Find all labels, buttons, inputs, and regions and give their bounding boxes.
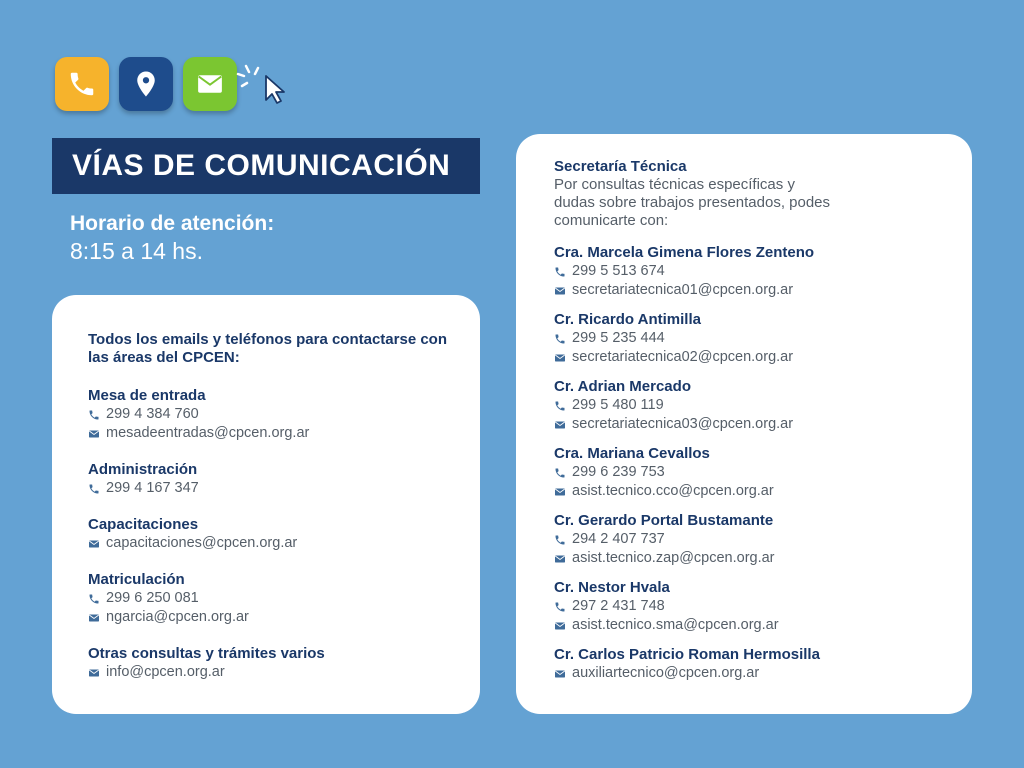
contact-email xyxy=(554,549,952,568)
phone-icon xyxy=(88,409,100,421)
email-icon xyxy=(88,428,100,440)
phone-icon xyxy=(554,534,566,546)
email-icon xyxy=(554,352,566,364)
contact-email xyxy=(554,348,952,367)
email-icon xyxy=(554,419,566,431)
area-name: Matriculación xyxy=(88,571,185,588)
area-email xyxy=(88,534,460,553)
phone-number: 297 2 431 748 xyxy=(572,598,665,614)
contact-email xyxy=(554,664,952,683)
email-address: secretariatecnica03@cpcen.org.ar xyxy=(572,416,794,432)
phone-icon xyxy=(88,593,100,605)
contact-item xyxy=(554,646,952,683)
email-address: asist.tecnico.sma@cpcen.org.ar xyxy=(572,617,779,633)
secretaria-description: Por consultas técnicas específicas y dudas sobre trabajos presentados, podes comunicarte con: xyxy=(554,176,831,229)
area-name: Administración xyxy=(88,461,198,478)
contact-item xyxy=(554,445,952,501)
area-phone xyxy=(88,405,460,424)
hours-label: Horario de atención: xyxy=(70,212,275,235)
contact-name: Cr. Gerardo Portal Bustamante xyxy=(554,512,774,529)
contact-phone xyxy=(554,463,952,482)
phone-icon xyxy=(88,483,100,495)
contact-email xyxy=(554,616,952,635)
phone-number: 294 2 407 737 xyxy=(572,531,665,547)
email-address: ngarcia@cpcen.org.ar xyxy=(106,609,249,625)
area-matriculacion xyxy=(88,571,460,627)
contact-phone xyxy=(554,262,952,281)
phone-number: 299 4 384 760 xyxy=(106,406,199,422)
area-phone xyxy=(88,589,460,608)
contact-item xyxy=(554,512,952,568)
email-address: mesadeentradas@cpcen.org.ar xyxy=(106,425,310,441)
area-email xyxy=(88,424,460,443)
email-icon xyxy=(554,668,566,680)
phone-number: 299 6 250 081 xyxy=(106,590,199,606)
secretaria-tecnica-card xyxy=(516,134,972,714)
contact-email xyxy=(554,482,952,501)
contact-name: Cr. Nestor Hvala xyxy=(554,579,670,596)
cursor-click-icon xyxy=(232,62,292,106)
contact-name: Cra. Mariana Cevallos xyxy=(554,445,710,462)
phone-number: 299 6 239 753 xyxy=(572,464,665,480)
email-icon xyxy=(88,612,100,624)
areas-intro: Todos los emails y teléfonos para contactarse con las áreas del CPCEN: xyxy=(88,331,447,366)
phone-number: 299 5 235 444 xyxy=(572,330,665,346)
secretaria-title: Secretaría Técnica xyxy=(554,158,687,175)
area-administracion xyxy=(88,461,460,498)
contact-email xyxy=(554,281,952,300)
email-address: secretariatecnica01@cpcen.org.ar xyxy=(572,282,794,298)
phone-icon xyxy=(554,467,566,479)
contact-name: Cr. Ricardo Antimilla xyxy=(554,311,701,328)
email-icon xyxy=(554,486,566,498)
email-icon xyxy=(554,553,566,565)
area-phone xyxy=(88,479,460,498)
phone-icon xyxy=(554,400,566,412)
phone-icon xyxy=(554,266,566,278)
email-icon xyxy=(88,538,100,550)
phone-icon xyxy=(554,601,566,613)
contact-phone xyxy=(554,597,952,616)
contact-item xyxy=(554,579,952,635)
contact-icons-row xyxy=(55,57,237,111)
email-icon xyxy=(554,620,566,632)
area-otras-consultas xyxy=(88,645,460,682)
contact-name: Cr. Adrian Mercado xyxy=(554,378,691,395)
area-email xyxy=(88,608,460,627)
phone-icon xyxy=(554,333,566,345)
contact-name: Cr. Carlos Patricio Roman Hermosilla xyxy=(554,646,820,663)
contact-email xyxy=(554,415,952,434)
email-address: auxiliartecnico@cpcen.org.ar xyxy=(572,665,760,681)
email-address: asist.tecnico.cco@cpcen.org.ar xyxy=(572,483,774,499)
email-icon xyxy=(88,667,100,679)
email-address: secretariatecnica02@cpcen.org.ar xyxy=(572,349,794,365)
email-icon xyxy=(554,285,566,297)
hours-value: 8:15 a 14 hs. xyxy=(70,238,203,264)
phone-number: 299 5 480 119 xyxy=(572,397,664,413)
area-name: Capacitaciones xyxy=(88,516,199,533)
area-email xyxy=(88,663,460,682)
email-icon xyxy=(183,57,237,111)
contact-item xyxy=(554,378,952,434)
area-name: Otras consultas y trámites varios xyxy=(88,645,325,662)
contact-item xyxy=(554,311,952,367)
contact-phone xyxy=(554,396,952,415)
email-address: info@cpcen.org.ar xyxy=(106,664,225,680)
contact-phone xyxy=(554,530,952,549)
area-capacitaciones xyxy=(88,516,460,553)
contact-item xyxy=(554,244,952,300)
contact-phone xyxy=(554,329,952,348)
areas-contacts-card xyxy=(52,295,480,714)
location-pin-icon xyxy=(119,57,173,111)
phone-number: 299 4 167 347 xyxy=(106,480,199,496)
phone-icon xyxy=(55,57,109,111)
area-mesa-de-entrada xyxy=(88,387,460,443)
contact-name: Cra. Marcela Gimena Flores Zenteno xyxy=(554,244,815,261)
area-name: Mesa de entrada xyxy=(88,387,206,404)
phone-number: 299 5 513 674 xyxy=(572,263,665,279)
email-address: capacitaciones@cpcen.org.ar xyxy=(106,535,298,551)
email-address: asist.tecnico.zap@cpcen.org.ar xyxy=(572,550,775,566)
page-title: VÍAS DE COMUNICACIÓN xyxy=(52,138,480,194)
